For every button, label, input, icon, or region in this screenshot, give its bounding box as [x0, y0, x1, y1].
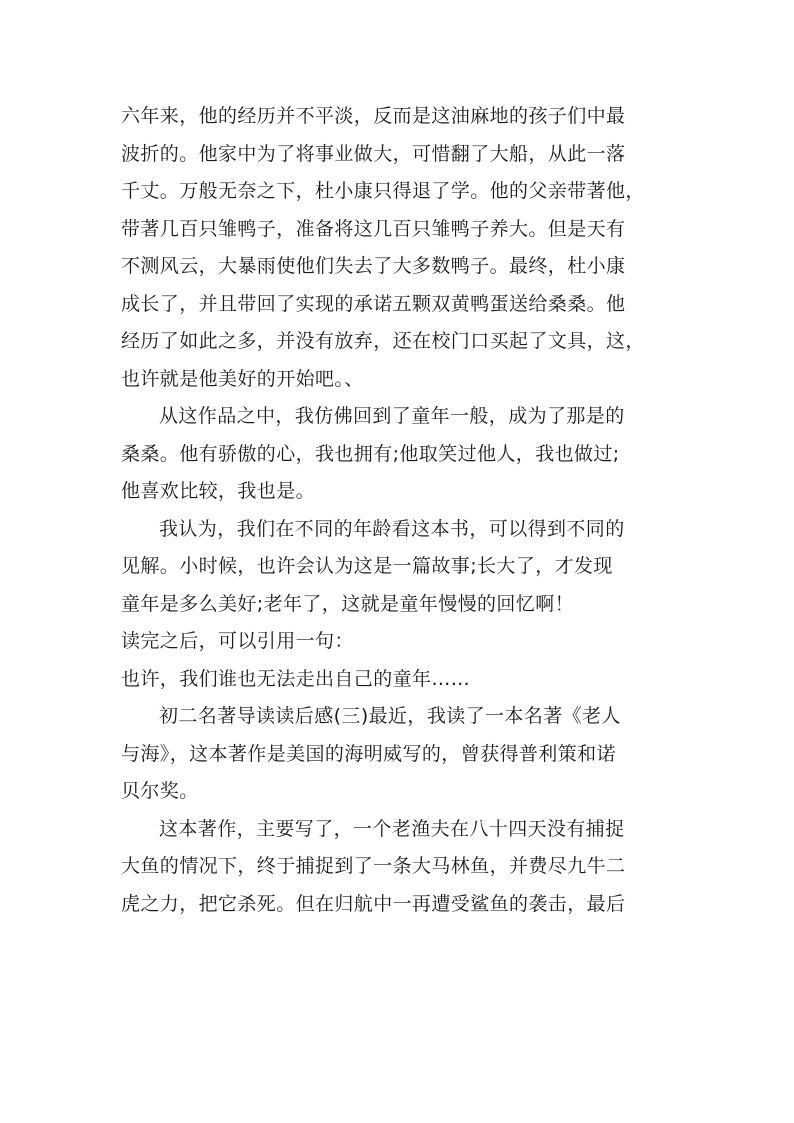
text-line: 经历了如此之多，并没有放弃，还在校门口买起了文具，这， — [121, 330, 645, 352]
text-line: 成长了，并且带回了实现的承诺五颗双黄鸭蛋送给桑桑。他 — [121, 292, 626, 315]
text-line: 千丈。万般无奈之下，杜小康只得退了学。他的父亲带著他， — [121, 180, 645, 202]
text-line: 也许就是他美好的开始吧。、 — [121, 367, 364, 390]
text-line: 贝尔奖。 — [121, 780, 199, 802]
text-line: 他喜欢比较，我也是。 — [121, 480, 316, 502]
text-line: 与海》，这本著作是美国的海明威写的，曾获得普利策和诺 — [121, 742, 616, 765]
text-line: 六年来，他的经历并不平淡，反而是这油麻地的孩子们中最 — [121, 105, 626, 127]
text-line: 波折的。他家中为了将事业做大，可惜翻了大船，从此一落 — [121, 142, 626, 165]
text-line: 带著几百只雏鸭子，准备将这几百只雏鸭子养大。但是天有 — [121, 217, 626, 240]
paragraph-start-line: 我认为，我们在不同的年龄看这本书，可以得到不同的 — [159, 517, 625, 540]
text-line: 大鱼的情况下，终于捕捉到了一条大马林鱼，并费尽九牛二 — [121, 855, 626, 877]
text-line: 桑桑。他有骄傲的心，我也拥有;他取笑过他人，我也做过; — [121, 442, 620, 465]
text-line: 见解。小时候，也许会认为这是一篇故事;长大了，才发现 — [121, 555, 613, 577]
paragraph-start-line: 初二名著导读读后感(三)最近，我读了一本名著《老人 — [159, 705, 621, 727]
text-line: 不测风云，大暴雨使他们失去了大多数鸭子。最终，杜小康 — [121, 255, 626, 277]
quote-line: 也许，我们谁也无法走出自己的童年…… — [121, 667, 471, 690]
paragraph-start-line: 从这作品之中，我仿佛回到了童年一般，成为了那是的 — [159, 405, 625, 427]
text-line: 读完之后，可以引用一句： — [121, 630, 354, 652]
document-body — [121, 98, 681, 923]
text-line: 虎之力，把它杀死。但在归航中一再遭受鲨鱼的袭击，最后 — [121, 892, 626, 915]
paragraph-start-line: 这本著作，主要写了，一个老渔夫在八十四天没有捕捉 — [159, 817, 625, 840]
text-line: 童年是多么美好;老年了，这就是童年慢慢的回忆啊！ — [121, 592, 575, 615]
